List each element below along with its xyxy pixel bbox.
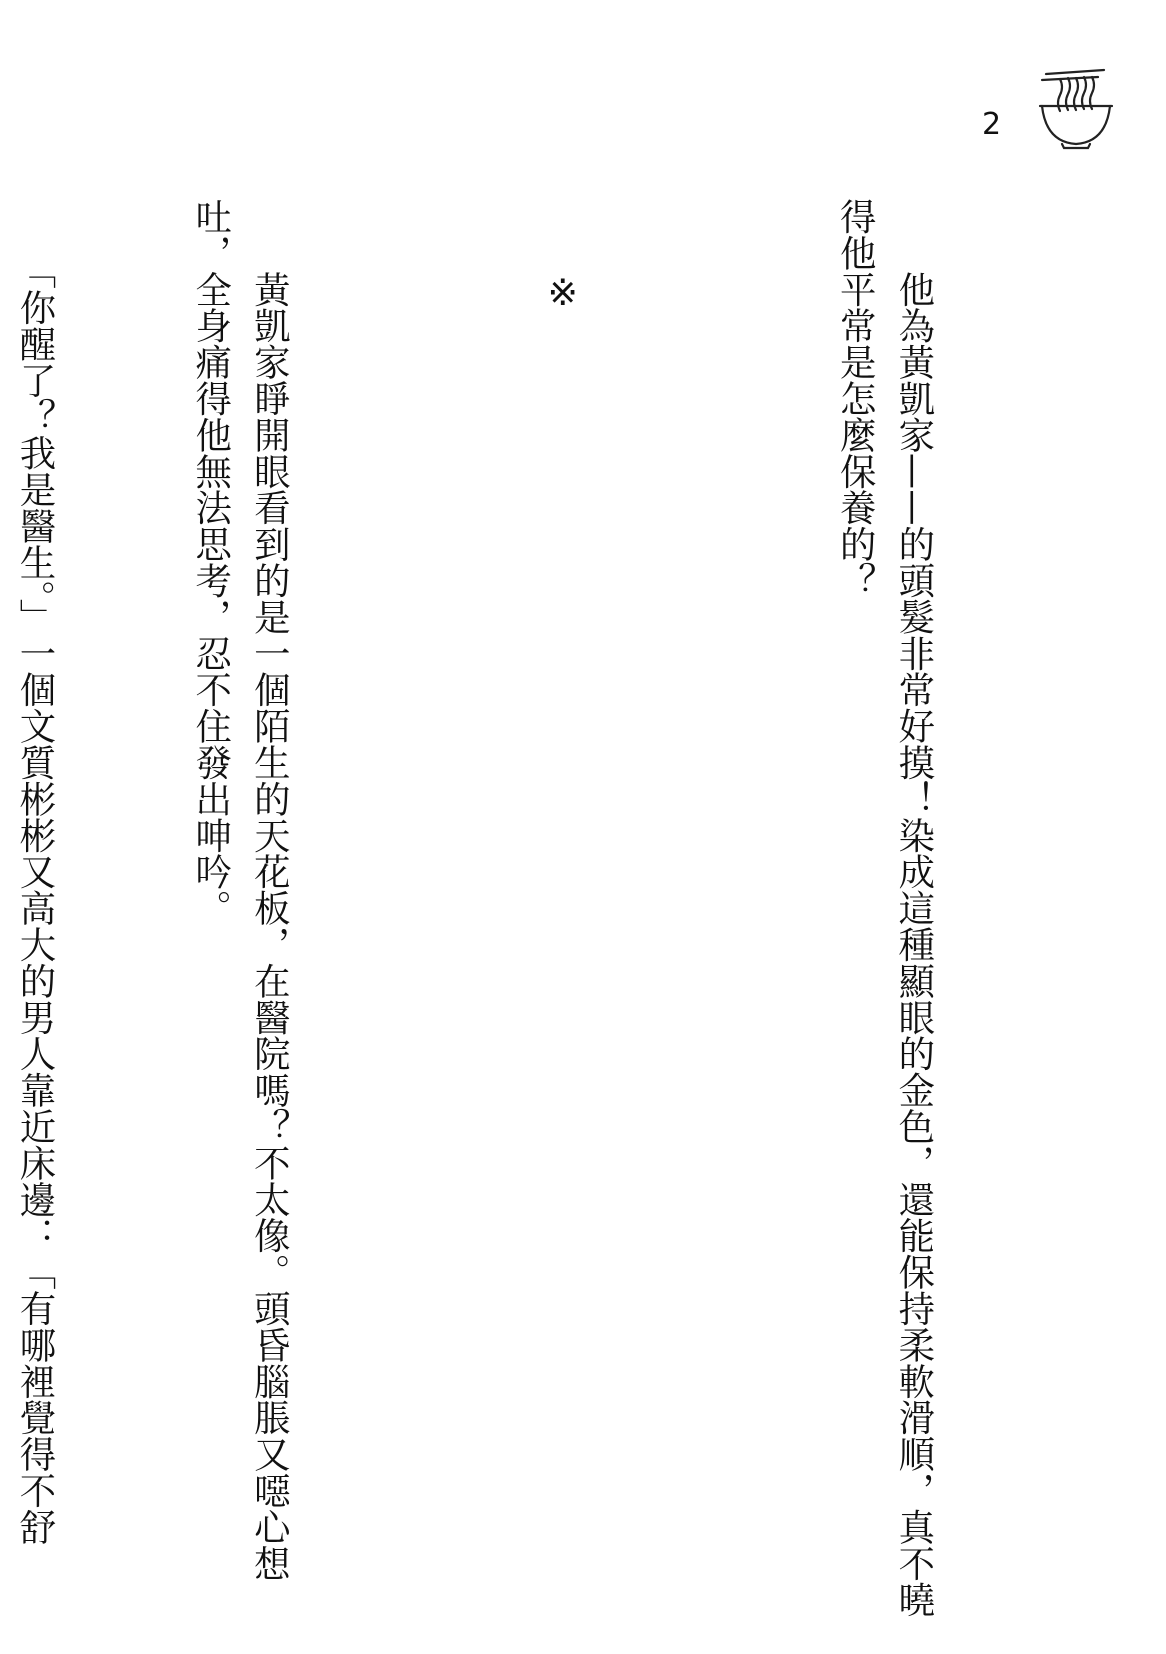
paragraph: 他為黃凱家——的頭髮非常好摸！染成這種顯眼的金色，還能保持柔軟滑順，真不曉 得他平常是怎麼保養的？ xyxy=(834,198,936,1618)
noodle-bowl-icon xyxy=(1032,66,1122,152)
paragraph: 黃凱家睜開眼看到的是一個陌生的天花板，在醫院嗎？不太像。頭昏腦脹又噁心想 吐，全身痛得他無法思考，忍不住發出呻吟。 xyxy=(189,198,292,1582)
paragraph: 「你醒了？我是醫生。」一個文質彬彬又高大的男人靠近床邊：「有哪裡覺得不舒 xyxy=(13,270,57,1545)
page-number: 2 xyxy=(982,107,1002,142)
section-break-mark: ※ xyxy=(541,198,585,314)
vertical-text-body xyxy=(0,198,1060,1618)
